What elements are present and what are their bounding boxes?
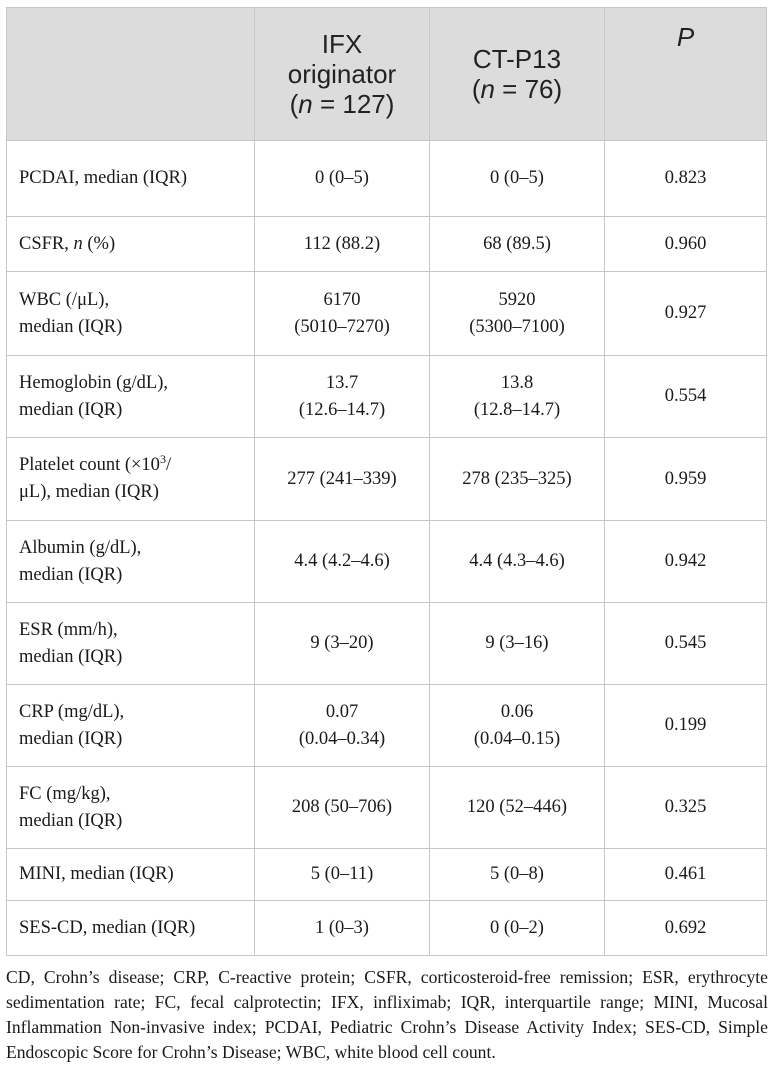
row-label: CRP (mg/dL), median (IQR)	[7, 685, 255, 767]
ct-value: 68 (89.5)	[430, 217, 605, 272]
ifx-value: 9 (3–20)	[255, 603, 430, 685]
row-label: Albumin (g/dL), median (IQR)	[7, 521, 255, 603]
ifx-value: 112 (88.2)	[255, 217, 430, 272]
ifx-value: 6170 (5010–7270)	[255, 272, 430, 356]
table-row	[7, 141, 767, 217]
ct-value: 9 (3–16)	[430, 603, 605, 685]
table-row	[7, 603, 767, 685]
header-ifx-n: (n = 127)	[289, 89, 395, 119]
ct-value: 278 (235–325)	[430, 438, 605, 521]
ifx-value: 13.7 (12.6–14.7)	[255, 356, 430, 438]
ct-value: 5 (0–8)	[430, 849, 605, 901]
table-footnote: CD, Crohn’s disease; CRP, C-reactive protein; CSFR, corticosteroid-free remission; ESR, erythrocyte sedimentation rate; FC, fecal calprotectin; IFX, infliximab; IQR, interquartile range; MINI, Mucosal Inflammation Non-invasive index; PCDAI, Pediatric Crohn’s Disease Activity Index; SES-CD, Simple Endoscopic Score for Crohn’s Disease; WBC, white blood cell count.	[6, 967, 768, 1062]
ifx-value: 4.4 (4.2–4.6)	[255, 521, 430, 603]
outcomes-table	[6, 7, 767, 956]
row-label: CSFR, n (%)	[7, 217, 255, 272]
table-row	[7, 438, 767, 521]
table-row	[7, 685, 767, 767]
header-ifx-line2: originator	[287, 59, 397, 89]
row-label: SES-CD, median (IQR)	[7, 901, 255, 956]
p-value: 0.960	[605, 217, 767, 272]
ct-value: 120 (52–446)	[430, 767, 605, 849]
ifx-value: 5 (0–11)	[255, 849, 430, 901]
row-label: MINI, median (IQR)	[7, 849, 255, 901]
header-ct-line1: CT-P13	[472, 44, 562, 74]
p-value: 0.554	[605, 356, 767, 438]
ct-value: 0.06 (0.04–0.15)	[430, 685, 605, 767]
ifx-value: 1 (0–3)	[255, 901, 430, 956]
row-label: PCDAI, median (IQR)	[7, 141, 255, 217]
row-label: FC (mg/kg), median (IQR)	[7, 767, 255, 849]
table-row	[7, 272, 767, 356]
ifx-value: 0 (0–5)	[255, 141, 430, 217]
table-row	[7, 356, 767, 438]
table-container	[6, 7, 766, 1065]
header-ifx-line1: IFX	[321, 29, 363, 59]
table-row	[7, 521, 767, 603]
row-label: Hemoglobin (g/dL), median (IQR)	[7, 356, 255, 438]
header-empty-cell	[7, 8, 255, 141]
p-value: 0.461	[605, 849, 767, 901]
header-ct-p13	[430, 8, 605, 141]
row-label: WBC (/μL), median (IQR)	[7, 272, 255, 356]
p-value: 0.942	[605, 521, 767, 603]
header-p-value: P	[605, 8, 767, 141]
ct-value: 0 (0–2)	[430, 901, 605, 956]
p-value: 0.823	[605, 141, 767, 217]
p-value: 0.545	[605, 603, 767, 685]
table-row	[7, 217, 767, 272]
ct-value: 13.8 (12.8–14.7)	[430, 356, 605, 438]
row-label: Platelet count ($\times 10^3/$ μL), median (IQR)	[7, 438, 255, 521]
p-value: 0.692	[605, 901, 767, 956]
ct-value: 4.4 (4.3–4.6)	[430, 521, 605, 603]
table-row	[7, 849, 767, 901]
ifx-value: 0.07 (0.04–0.34)	[255, 685, 430, 767]
p-value: 0.325	[605, 767, 767, 849]
header-ct-n: (n = 76)	[471, 74, 563, 104]
ifx-value: 208 (50–706)	[255, 767, 430, 849]
table-row	[7, 901, 767, 956]
ifx-value: 277 (241–339)	[255, 438, 430, 521]
p-value: 0.927	[605, 272, 767, 356]
header-row	[7, 8, 767, 141]
ct-value: 0 (0–5)	[430, 141, 605, 217]
table-row	[7, 767, 767, 849]
ct-value: 5920 (5300–7100)	[430, 272, 605, 356]
p-value: 0.959	[605, 438, 767, 521]
row-label: ESR (mm/h), median (IQR)	[7, 603, 255, 685]
header-ifx-originator	[255, 8, 430, 141]
p-value: 0.199	[605, 685, 767, 767]
